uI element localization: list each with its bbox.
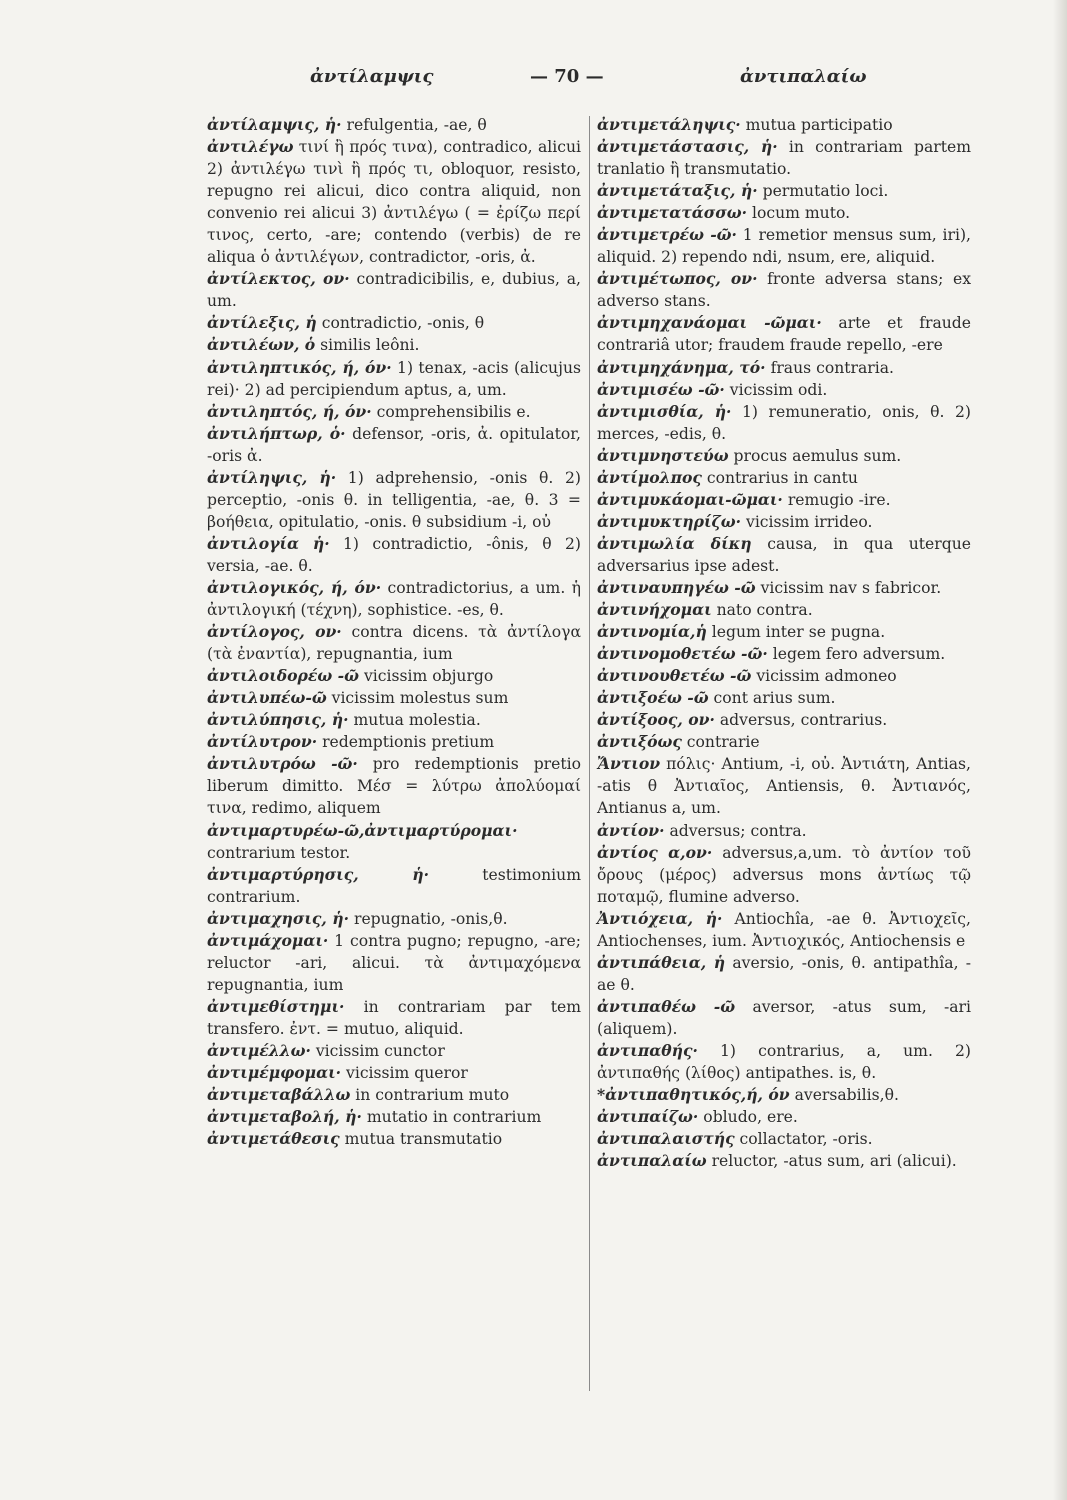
dictionary-entry [207,930,581,996]
column-divider [589,116,590,1391]
entry-definition: adversus, contrarius. [714,711,888,730]
dictionary-entry [207,334,581,356]
dictionary-entry [597,1040,971,1084]
dictionary-entry [207,709,581,731]
entry-headword: ἀντιπαθής· [597,1040,698,1060]
entry-headword: ἀντιμετάστασις, ἡ· [597,137,778,157]
dictionary-entry [597,731,971,753]
entry-definition: contradictorius, a um. ἡ ἀντιλογική (τέχνη), sophistice. -es, θ. [207,578,581,620]
dictionary-entry [597,136,971,180]
dictionary-entry [597,114,971,136]
entry-definition: contradictio, -onis, θ [316,314,485,333]
dictionary-entry [597,1150,971,1172]
right-column [597,114,971,1172]
dictionary-entry [207,268,581,312]
entry-headword: ἀντιμισέω -ῶ· [597,379,725,399]
dictionary-entry [207,533,581,577]
entry-headword: ἀντιμνηστεύω [597,445,729,465]
dictionary-entry [207,136,581,268]
entry-headword: ἀντιμαρτύρησις, ἡ· [207,864,430,884]
entry-headword: ἀντιμετάταξις, ἡ· [597,181,758,201]
entry-definition: contrarie [681,733,760,752]
dictionary-entry [597,908,971,952]
header-left-word: ἀντίλαμψις [310,66,434,87]
dictionary-entry [597,820,971,842]
entry-definition: 1) tenax, -acis (alicujus rei)· 2) ad percipiendum aptus, a, um. [207,358,581,399]
entry-headword: ἀντιλέγω [207,137,294,157]
entry-definition: pro redemptionis pretio liberum dimitto. Μέσ = λύτρω ἀπολύομαί τινα, redimo, aliquem [207,755,581,818]
entry-headword: ἀντιμωλία δίκη [597,533,752,553]
dictionary-entry [207,1062,581,1084]
entry-headword: ἀντίμολπος [597,467,702,487]
entry-headword: ἀντιλογία ἡ· [207,533,330,553]
dictionary-entry [207,731,581,753]
entry-definition: πόλις· Antium, -i, οὐ. Ἀντιάτη, Antias, -atis θ Ἀντιαῖος, Antiensis, θ. Ἀντιανός, Antianus a, um. [597,755,971,818]
entry-headword: ἀντίλαμψις, ἡ· [207,115,342,134]
entry-headword: ἀντιπαλαίω [597,1151,707,1171]
entry-definition: vicissim nav s fabricor. [755,578,942,597]
entry-definition: obludo, ere. [698,1108,798,1127]
entry-headword: ἀντιλογικός, ή, όν· [207,577,382,597]
entry-headword: ἀντίλεξις, ἡ [207,313,317,333]
dictionary-entry [207,467,581,533]
entry-definition: 1) contradictio, -ônis, θ 2) versia, -ae. θ. [207,534,581,575]
entry-headword: *ἀντιπαθητικός,ή, όν [597,1085,790,1105]
dictionary-entry [207,312,581,334]
entry-definition: redemptionis pretium [317,733,495,752]
entry-definition: 1 contra pugno; repugno, -are; reluctor -ari, alicui. τὰ ἀντιμαχόμενα repugnantia, ium [207,931,581,994]
dictionary-entry [597,599,971,621]
entry-headword: ἀντιμηχάνημα, τό· [597,357,766,377]
dictionary-entry [597,665,971,687]
entry-definition: aversabilis,θ. [789,1086,899,1105]
dictionary-entry [597,687,971,709]
entry-definition: permutatio loci. [757,182,889,201]
dictionary-entry [207,996,581,1040]
dictionary-entry [597,709,971,731]
entry-definition: vicissim irrideo. [741,512,873,531]
dictionary-entry [207,753,581,819]
entry-headword: ἀντιληπτικός, ή, όν· [207,357,392,377]
entry-definition: mutatio in contrarium [361,1108,542,1127]
dictionary-entry [597,753,971,819]
left-column [207,114,581,1150]
entry-definition: refulgentia, -ae, θ [341,116,487,134]
entry-definition: aversor, -atus sum, -ari (aliquem). [597,997,971,1038]
entry-definition: collactator, -oris. [734,1130,873,1149]
entry-headword: ἀντιλυτρόω -ῶ· [207,754,358,774]
dictionary-entry [207,401,581,423]
dictionary-entry [597,180,971,202]
dictionary-entry [597,621,971,643]
entry-definition: legem fero adversum. [767,645,946,664]
dictionary-entry [597,577,971,599]
dictionary-entry [597,467,971,489]
entry-headword: ἀντιμετατάσσω· [597,203,748,223]
dictionary-entry [597,357,971,379]
entry-headword: ἀντινουθετέω -ῶ [597,666,752,686]
entry-headword: ἀντιμαρτυρέω-ῶ,ἀντιμαρτύρομαι· [207,820,518,840]
entry-definition: reluctor, -atus sum, ari (alicui). [706,1152,957,1171]
dictionary-entry [207,908,581,930]
dictionary-entry [597,489,971,511]
entry-headword: ἀντιμεθίστημι· [207,996,345,1016]
dictionary-entry [597,312,971,356]
dictionary-entry [207,114,581,136]
page-number: — 70 — [530,66,604,87]
entry-headword: ἀντιναυπηγέω -ῶ [597,577,756,597]
entry-definition: vicissim objurgo [359,667,494,686]
entry-definition: mutua transmutatio [339,1130,503,1149]
dictionary-entry [597,224,971,268]
entry-definition: 1) contrarius, a, um. 2) ἀντιπαθής (λίθος) antipathes. is, θ. [597,1041,971,1083]
entry-definition: mutua participatio [740,116,893,134]
entry-definition: contradicibilis, e, dubius, a, um. [207,270,582,311]
entry-definition: in contrariam par tem transfero. ἐντ. = mutuo, aliquid. [207,997,581,1038]
entry-definition: procus aemulus sum. [728,446,902,465]
entry-headword: ἀντιπαίζω· [597,1107,699,1127]
entry-headword: ἀντιμισθία, ἡ· [597,401,732,421]
dictionary-entry [597,268,971,312]
dictionary-entry [597,643,971,665]
header-right-word: ἀντιπαλαίω [740,66,867,87]
entry-definition: fronte adversa stans; ex adverso stans. [597,270,971,311]
dictionary-entry [207,864,581,908]
entry-definition: 1 remetior mensus sum, iri), aliquid. 2) rependo ndi, nsum, ere, aliquid. [597,226,971,267]
entry-headword: ἀντιμεταβάλλω [207,1085,351,1105]
entry-headword: ἀντιλέων, ὁ [207,335,316,355]
entry-definition: Antiochîa, -ae θ. Ἀντιοχεῖς, Antiochenses, ium. Ἀντιοχικός, Antiochensis e [597,909,971,950]
entry-headword: ἀντιμέτωπος, ον· [597,269,758,289]
entry-definition: contra dicens. τὰ ἀντίλογα (τὰ ἐναντία), repugnantia, ium [207,623,581,664]
entry-definition: remugio -ire. [782,490,891,509]
entry-headword: ἀντιμέμφομαι· [207,1063,342,1083]
entry-headword: ἀντιληπτός, ή, όν· [207,401,372,421]
dictionary-entry [207,687,581,709]
entry-headword: ἀντινήχομαι [597,600,712,620]
dictionary-entry [207,665,581,687]
entry-headword: ἀντιμυκτηρίζω· [597,511,742,531]
entry-definition: locum muto. [747,204,851,223]
dictionary-entry [597,445,971,467]
entry-definition: cont arius sum. [708,689,836,708]
dictionary-entry [207,820,581,864]
entry-definition: τινί ἢ πρός τινα), contradico, alicui 2) ἀντιλέγω τινὶ ἢ πρός τι, obloquor, resisto, repugno rei alicui, dico contra aliquid, non convenio rei alicui 3) ἀντιλέγω ( = ἐρίζω περί τινος, certo, -are; contendo (verbis) de re aliqua ὁ ἀντιλέγων, contradictor, -oris, ἀ. [207,138,581,267]
dictionary-entry [597,996,971,1040]
entry-definition: defensor, -oris, ἀ. opitulator, -oris ἀ. [207,424,581,465]
entry-headword: ἀντιλύπησις, ἡ· [207,710,349,730]
dictionary-entry [207,577,581,621]
entry-definition: vicissim molestus sum [326,689,509,708]
entry-headword: ἀντιλήπτωρ, ὁ· [207,423,346,443]
entry-definition: mutua molestia. [348,711,481,730]
entry-headword: ἀντίλεκτος, ον· [207,269,350,289]
dictionary-entry [597,952,971,996]
entry-headword: ἀντίος α,ον· [597,842,713,862]
entry-definition: similis leôni. [315,336,420,355]
entry-definition: 1) remuneratio, onis, θ. 2) merces, -edis, θ. [597,402,971,443]
dictionary-entry [597,511,971,533]
entry-definition: 1) adprehensio, -onis θ. 2) perceptio, -onis θ. in telligentia, -ae, θ. 3 = βοήθεια, opitulatio, -onis. θ subsidium -i, οὐ [207,468,581,531]
entry-headword: Ἄντιον [597,754,661,774]
entry-headword: ἀντίλογος, ον· [207,622,342,642]
entry-headword: ἀντιμετάληψις· [597,115,741,134]
entry-headword: Ἀντιόχεια, ἡ· [597,908,723,928]
page-edge-shadow [1053,0,1067,1500]
dictionary-entry [207,1106,581,1128]
dictionary-entry [597,1084,971,1106]
dictionary-entry [207,1040,581,1062]
entry-definition: vicissim admoneo [751,667,897,686]
dictionary-entry [597,1128,971,1150]
entry-headword: ἀντιπάθεια, ἡ [597,952,726,972]
entry-definition: arte et fraude contrariâ utor; fraudem fraude repello, -ere [597,314,972,355]
entry-headword: ἀντίον· [597,820,665,840]
entry-definition: fraus contraria. [765,358,894,377]
entry-headword: ἀντιμαχησις, ἡ· [207,908,350,928]
dictionary-entry [207,423,581,467]
entry-headword: ἀντιμεταβολή, ἡ· [207,1107,362,1127]
entry-headword: ἀντιμετάθεσις [207,1129,340,1149]
entry-headword: ἀντιξόως [597,732,682,752]
entry-definition: vicissim queror [341,1064,468,1083]
entry-definition: comprehensibilis e. [371,402,531,421]
entry-headword: ἀντιμυκάομαι-ῶμαι· [597,489,783,509]
dictionary-entry [597,202,971,224]
page-header [210,66,970,96]
entry-definition: nato contra. [711,601,813,620]
entry-definition: in contrarium muto [350,1086,510,1105]
dictionary-entry [207,1084,581,1106]
dictionary-entry [207,357,581,401]
dictionary-entry [597,533,971,577]
entry-definition: contrarius in cantu [701,468,858,487]
entry-definition: causa, in qua uterque adversarius ipse adest. [597,534,971,575]
entry-headword: ἀντιμέλλω· [207,1040,311,1060]
entry-headword: ἀντιμηχανάομαι -ῶμαι· [597,313,822,333]
entry-definition: adversus; contra. [664,821,807,840]
entry-definition: aversio, -onis, θ. antipathîa, -ae θ. [597,953,971,994]
entry-headword: ἀντιλοιδορέω -ῶ [207,666,359,686]
dictionary-entry [597,842,971,908]
entry-definition: testimonium contrarium. [207,865,582,906]
entry-headword: ἀντίλυτρον· [207,732,318,752]
entry-definition: legum inter se pugna. [706,623,886,642]
entry-headword: ἀντιμετρέω -ῶ· [597,225,737,245]
dictionary-entry [597,1106,971,1128]
entry-headword: ἀντιμάχομαι· [207,930,329,950]
entry-definition: vicissim odi. [724,380,828,399]
entry-headword: ἀντιπαθέω -ῶ [597,996,736,1016]
entry-headword: ἀντιλυπέω-ῶ [207,688,327,708]
dictionary-entry [207,621,581,665]
entry-definition: vicissim cunctor [310,1041,445,1060]
entry-definition: adversus,a,um. τὸ ἀντίον τοῦ ὄρους (μέρος) adversus mons ἀντίως τῷ ποταμῷ, flumine adverso. [597,843,971,906]
dictionary-entry [597,379,971,401]
entry-definition: contrarium testor. [207,843,351,862]
dictionary-entry [207,1128,581,1150]
entry-headword: ἀντιπαλαιστής [597,1129,735,1149]
entry-definition: in contrariam partem tranlatio ἢ transmutatio. [597,138,971,179]
entry-headword: ἀντίξοος, ον· [597,710,715,730]
entry-headword: ἀντινομία,ἡ [597,622,707,642]
entry-headword: ἀντιξοέω -ῶ [597,688,709,708]
entry-headword: ἀντινομοθετέω -ῶ· [597,644,768,664]
entry-headword: ἀντίληψις, ἡ· [207,467,337,487]
entry-definition: repugnatio, -onis,θ. [349,909,508,928]
dictionary-entry [597,401,971,445]
